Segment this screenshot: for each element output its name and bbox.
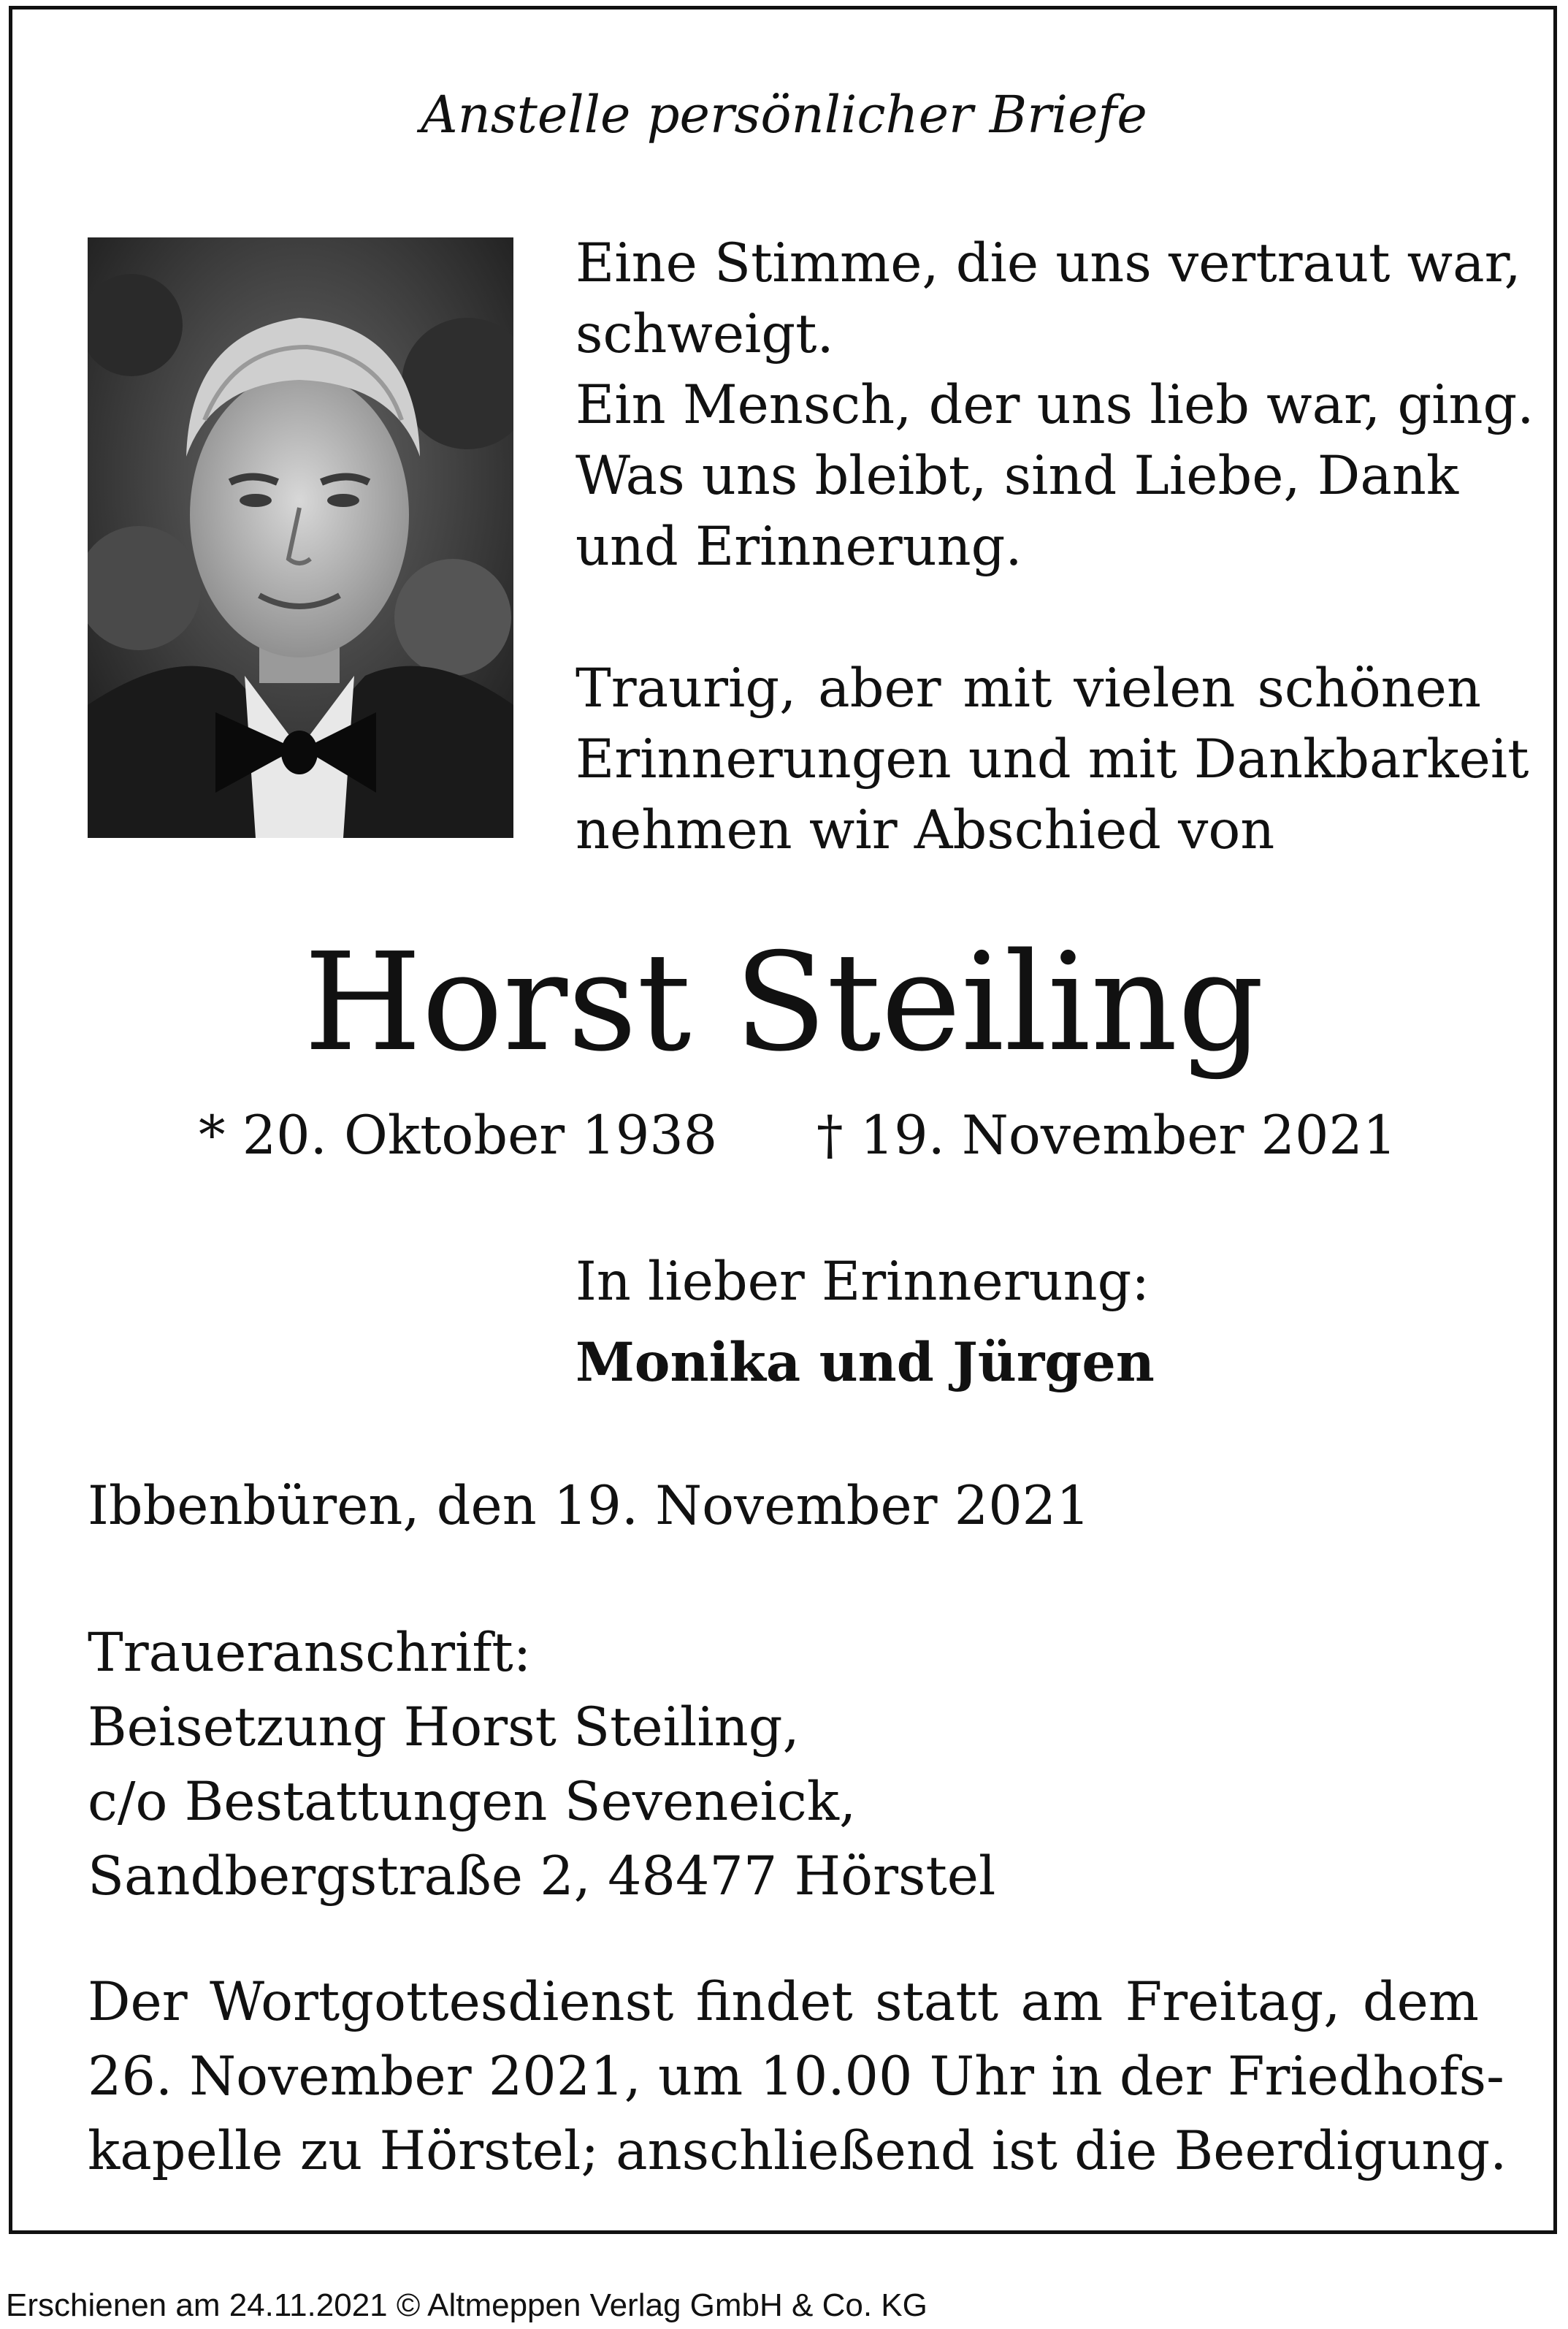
address-line: Beisetzung Horst Steiling, [88,1696,800,1758]
farewell-line: Erinnerungen und mit Dankbarkeit [575,728,1529,790]
signers: Monika und Jürgen [575,1331,1155,1394]
poem-line: Ein Mensch, der uns lieb war, ging. [575,374,1534,436]
farewell-line: nehmen wir Abschied von [575,799,1275,861]
poem-line: Was uns bleibt, sind Liebe, Dank [575,445,1459,507]
poem-block [575,228,1534,866]
deceased-name: Horst Steiling [304,923,1264,1081]
birth-date: * 20. Oktober 1938 [199,1105,718,1167]
stanza-gap [575,582,1481,653]
portrait-photo [88,237,513,838]
mourning-address [88,1616,995,1914]
service-line: kapelle zu Hörstel; anschließend ist die Beerdigung. [88,2120,1507,2182]
address-title: Traueranschrift: [88,1622,532,1684]
memory-intro: In lieber Erinnerung: [575,1251,1150,1313]
address-line: c/o Bestattungen Seveneick, [88,1771,857,1833]
poem-line: schweigt. [575,303,834,365]
service-line: Der Wortgottesdienst findet statt am Freitag, dem [88,1971,1479,2033]
service-line: 26. November 2021, um 10.00 Uhr in der Friedhofs- [88,2046,1504,2108]
address-line: Sandbergstraße 2, 48477 Hörstel [88,1845,996,1907]
service-info [88,1965,1507,2189]
farewell-line: Traurig, aber mit vielen schönen [575,657,1481,720]
death-date: † 19. November 2021 [816,1105,1397,1167]
poem-line: Eine Stimme, die uns vertraut war, [575,232,1521,294]
poem-line: und Erinnerung. [575,516,1022,578]
notice-header: Anstelle persönlicher Briefe [421,85,1147,145]
place-date: Ibbenbüren, den 19. November 2021 [88,1475,1090,1537]
publication-footer: Erschienen am 24.11.2021 © Altmeppen Verlag GmbH & Co. KG [6,2287,928,2323]
